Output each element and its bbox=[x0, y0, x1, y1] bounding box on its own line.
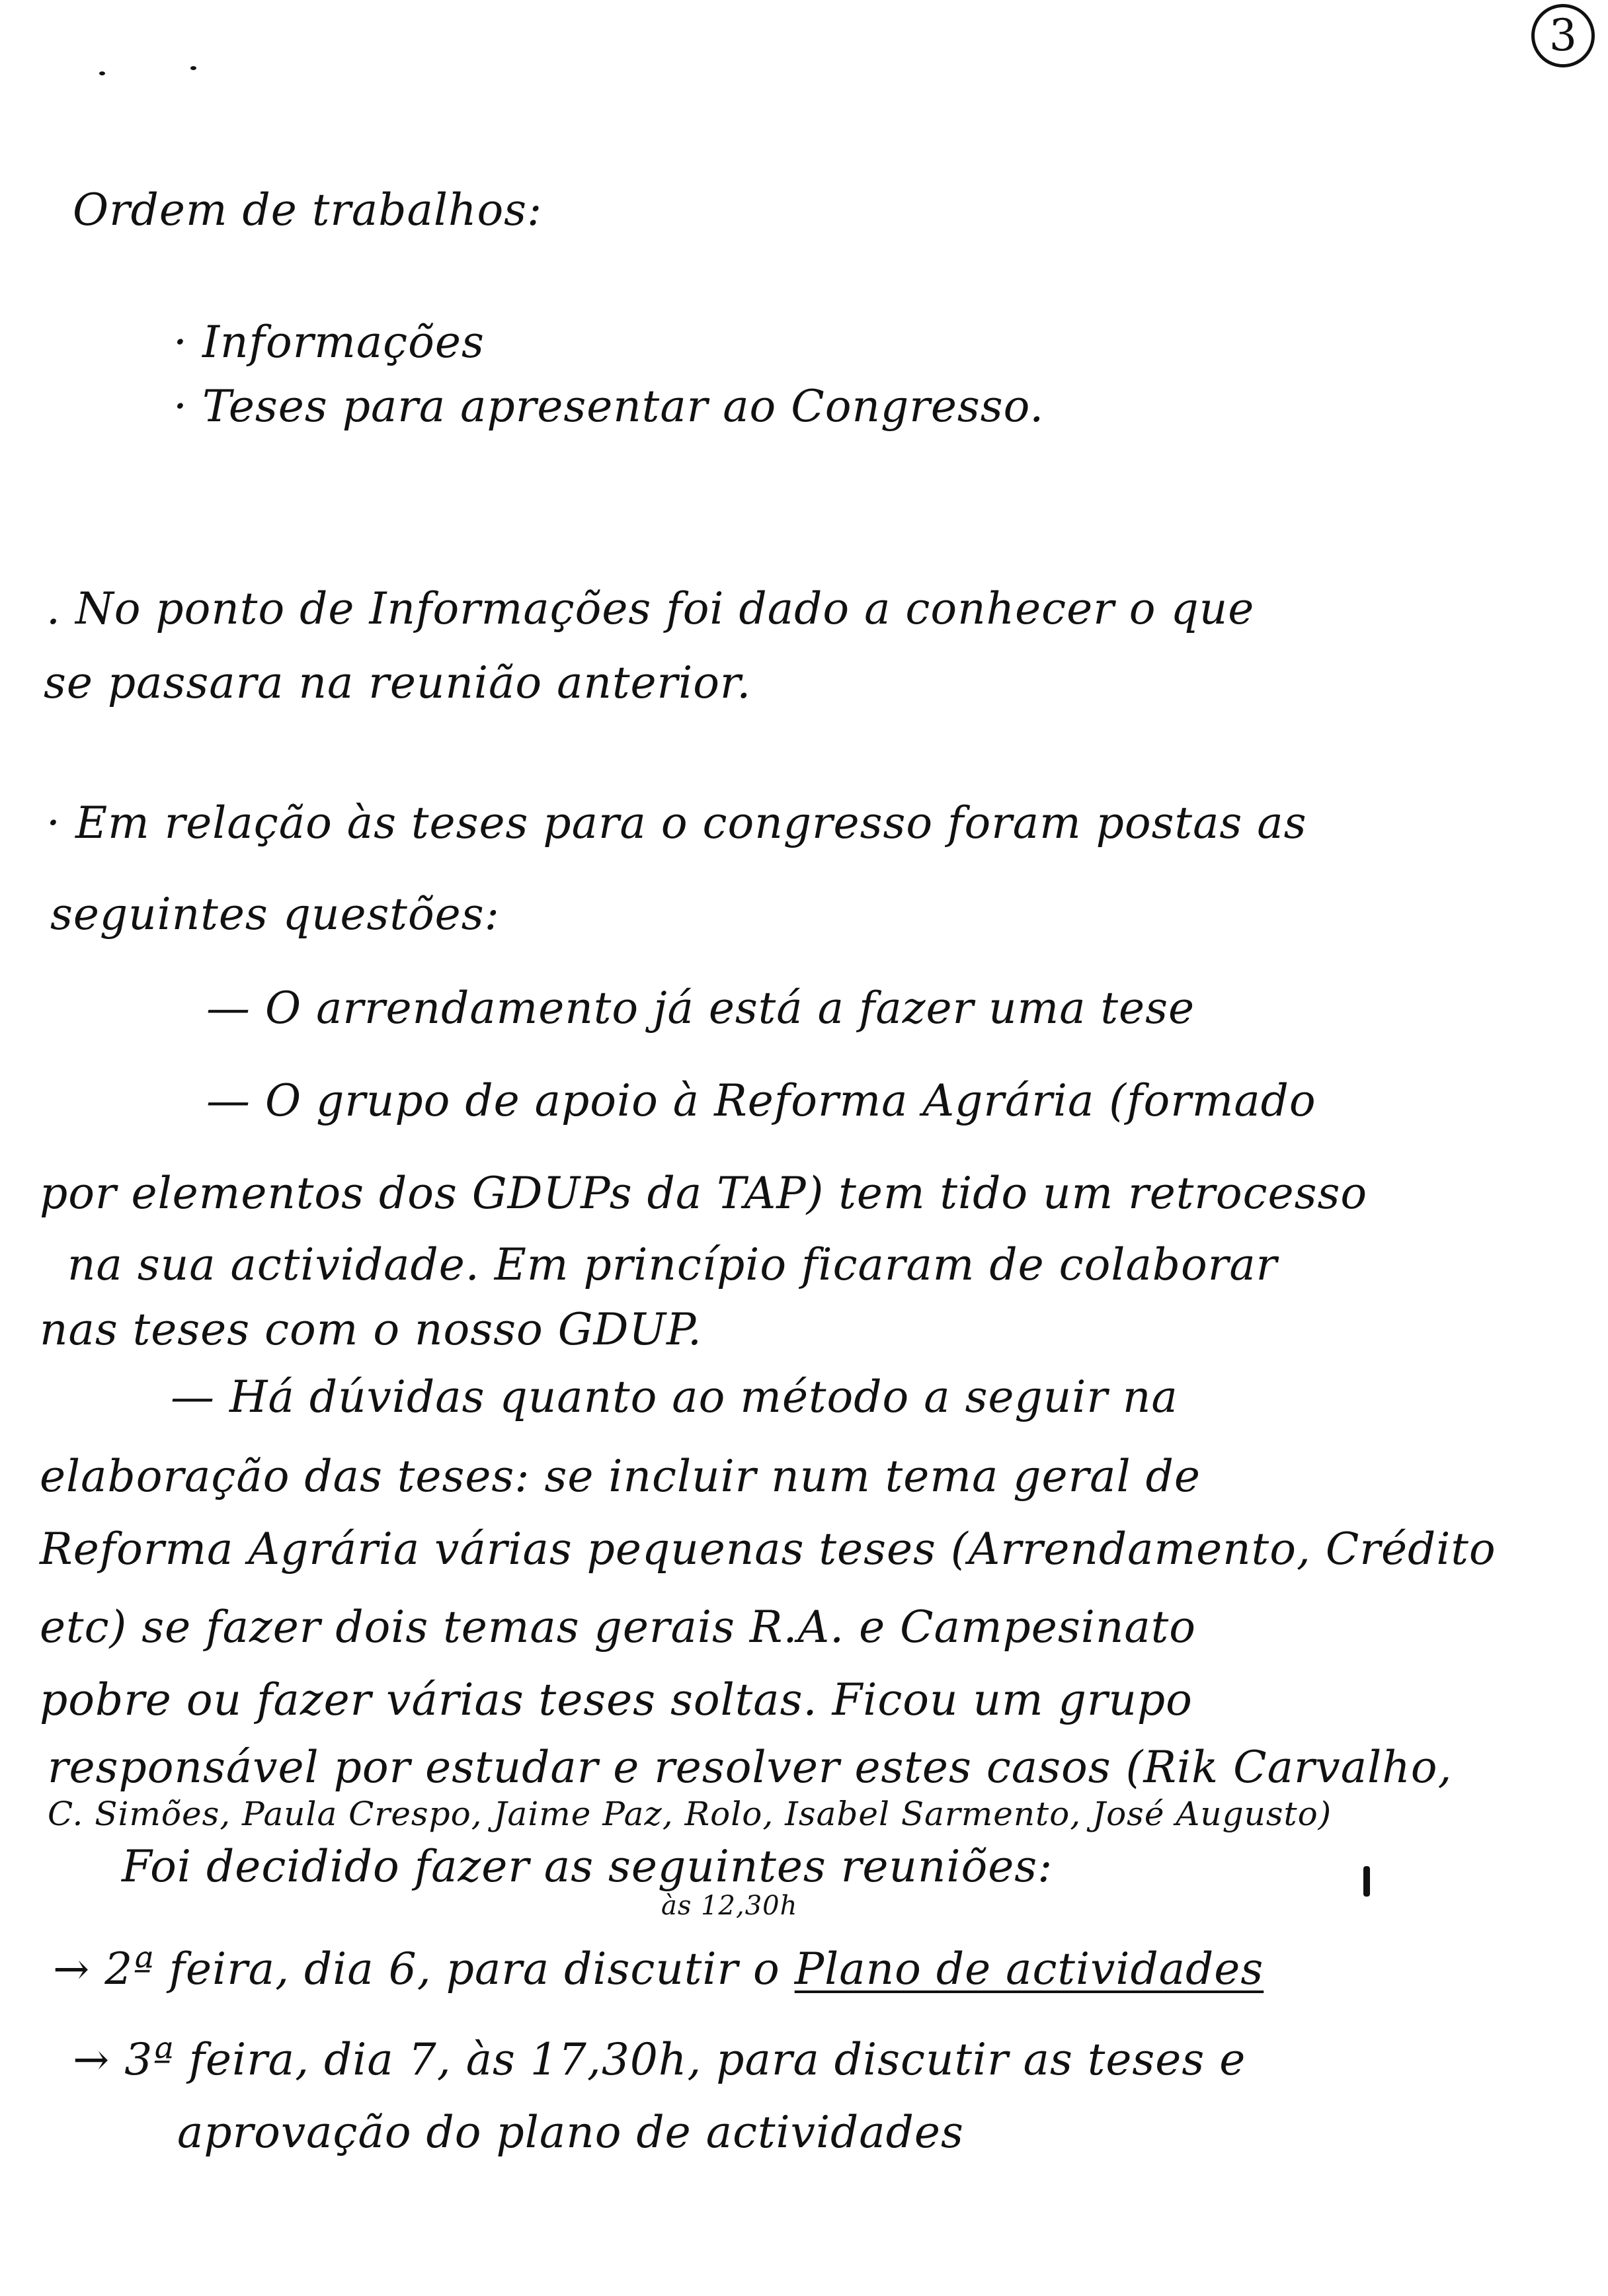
decision-monday-text: → 2ª feira, dia 6, para discutir o bbox=[53, 1944, 795, 1994]
bullet-grupo-apoio: — O grupo de apoio à Reforma Agrária (formado bbox=[206, 1075, 1316, 1126]
agenda-item-teses: · Teses para apresentar ao Congresso. bbox=[173, 381, 1045, 432]
bullet-duvidas-line-4: etc) se fazer dois temas gerais R.A. e Campesinato bbox=[40, 1602, 1196, 1653]
decisions-intro: Foi decidido fazer as seguintes reuniões: bbox=[122, 1841, 1053, 1892]
bullet-grupo-apoio-line-4: nas teses com o nosso GDUP. bbox=[40, 1304, 703, 1355]
bullet-duvidas-line-2: elaboração das teses: se incluir num tema geral de bbox=[40, 1451, 1201, 1502]
bullet-duvidas: — Há dúvidas quanto ao método a seguir na bbox=[171, 1372, 1178, 1422]
decision-tuesday: → 3ª feira, dia 7, às 17,30h, para discutir as teses e bbox=[73, 2034, 1246, 2085]
bullet-duvidas-line-3: Reforma Agrária várias pequenas teses (Arrendamento, Crédito bbox=[40, 1524, 1496, 1575]
ink-dot bbox=[99, 71, 105, 75]
paragraph-1-line-2: se passara na reunião anterior. bbox=[44, 657, 752, 708]
paragraph-2-line-1: · Em relação às teses para o congresso foram postas as bbox=[46, 798, 1307, 848]
bullet-duvidas-names: C. Simões, Paula Crespo, Jaime Paz, Rolo, Isabel Sarmento, José Augusto) bbox=[48, 1795, 1332, 1833]
bullet-duvidas-line-5: pobre ou fazer várias teses soltas. Ficou um grupo bbox=[40, 1674, 1193, 1725]
page-number: 3 bbox=[1531, 4, 1595, 67]
bullet-grupo-apoio-line-2: por elementos dos GDUPs da TAP) tem tido um retrocesso bbox=[40, 1168, 1368, 1219]
decisions-time-insert: às 12,30h bbox=[661, 1891, 798, 1921]
decision-tuesday-line-2: aprovação do plano de actividades bbox=[177, 2107, 964, 2158]
ink-dot bbox=[190, 66, 196, 70]
ink-mark bbox=[1363, 1866, 1370, 1897]
agenda-item-informacoes: · Informações bbox=[173, 317, 485, 368]
decision-monday bbox=[53, 1944, 1264, 1994]
agenda-heading: Ordem de trabalhos: bbox=[73, 184, 543, 235]
bullet-arrendamento: — O arrendamento já está a fazer uma tese bbox=[206, 983, 1195, 1034]
paragraph-2-line-2: seguintes questões: bbox=[50, 889, 500, 940]
paragraph-1-line-1: . No ponto de Informações foi dado a conhecer o que bbox=[46, 583, 1255, 634]
bullet-grupo-apoio-line-3: na sua actividade. Em princípio ficaram de colaborar bbox=[67, 1239, 1278, 1290]
decision-monday-plan-underlined: Plano de actividades bbox=[794, 1944, 1264, 1994]
bullet-duvidas-line-6: responsável por estudar e resolver estes casos (Rik Carvalho, bbox=[48, 1742, 1453, 1793]
